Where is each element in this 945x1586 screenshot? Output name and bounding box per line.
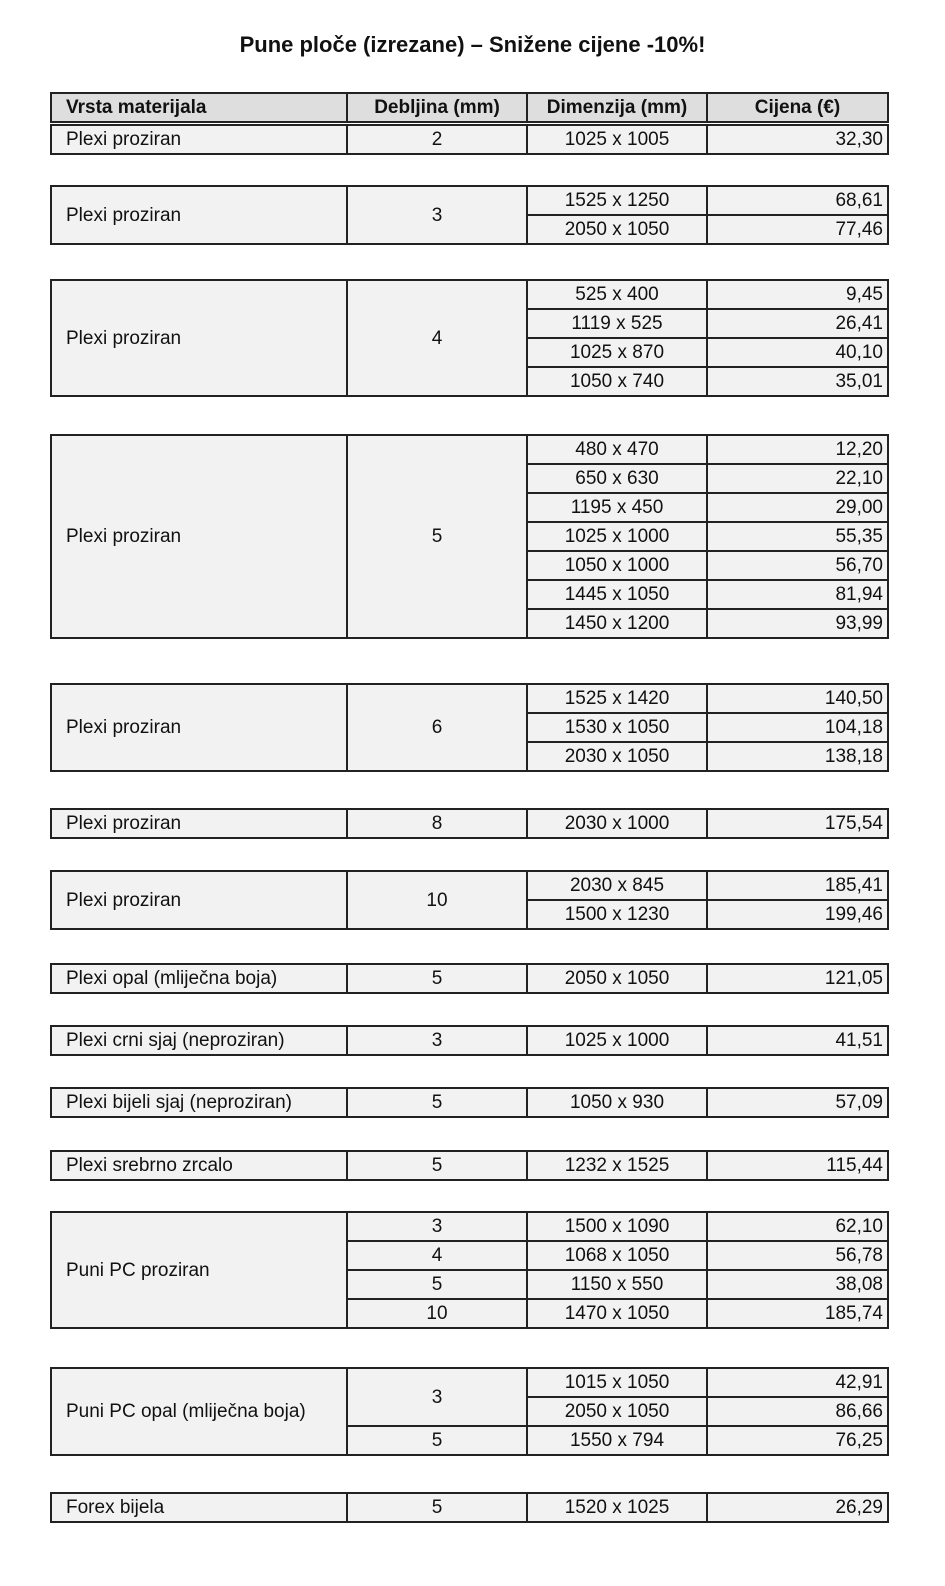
table-row xyxy=(51,964,888,993)
dimension-cell: 1520 x 1025 xyxy=(527,1493,707,1522)
material-cell: Plexi proziran xyxy=(51,684,347,771)
price-cell: 185,41 xyxy=(707,871,888,900)
dimension-cell: 1068 x 1050 xyxy=(527,1241,707,1270)
table-row xyxy=(51,186,888,215)
price-cell: 56,78 xyxy=(707,1241,888,1270)
thickness-cell: 3 xyxy=(347,1026,527,1055)
table-row xyxy=(51,684,888,713)
product-group xyxy=(50,963,889,994)
dimension-cell: 1050 x 740 xyxy=(527,367,707,396)
material-cell: Plexi bijeli sjaj (neproziran) xyxy=(51,1088,347,1117)
price-cell: 138,18 xyxy=(707,742,888,771)
price-cell: 22,10 xyxy=(707,464,888,493)
table-row xyxy=(51,1088,888,1117)
thickness-cell: 5 xyxy=(347,1426,527,1455)
price-cell: 77,46 xyxy=(707,215,888,244)
thickness-cell: 3 xyxy=(347,1212,527,1241)
product-group xyxy=(50,124,889,155)
price-cell: 42,91 xyxy=(707,1368,888,1397)
material-cell: Plexi proziran xyxy=(51,435,347,638)
table-row xyxy=(51,871,888,900)
product-group xyxy=(50,1492,889,1523)
thickness-cell: 5 xyxy=(347,1088,527,1117)
material-cell: Puni PC opal (mliječna boja) xyxy=(51,1368,347,1455)
dimension-cell: 2030 x 1000 xyxy=(527,809,707,838)
thickness-cell: 8 xyxy=(347,809,527,838)
product-group xyxy=(50,870,889,930)
table-row xyxy=(51,1493,888,1522)
dimension-cell: 1525 x 1250 xyxy=(527,186,707,215)
dimension-cell: 1445 x 1050 xyxy=(527,580,707,609)
material-cell: Plexi proziran xyxy=(51,871,347,929)
header-thickness: Debljina (mm) xyxy=(347,93,527,122)
price-cell: 40,10 xyxy=(707,338,888,367)
dimension-cell: 1500 x 1230 xyxy=(527,900,707,929)
table-row xyxy=(51,280,888,309)
thickness-cell: 5 xyxy=(347,964,527,993)
dimension-cell: 650 x 630 xyxy=(527,464,707,493)
price-cell: 38,08 xyxy=(707,1270,888,1299)
dimension-cell: 1195 x 450 xyxy=(527,493,707,522)
material-cell: Puni PC proziran xyxy=(51,1212,347,1328)
dimension-cell: 2030 x 845 xyxy=(527,871,707,900)
thickness-cell: 5 xyxy=(347,435,527,638)
thickness-cell: 2 xyxy=(347,125,527,154)
dimension-cell: 2050 x 1050 xyxy=(527,964,707,993)
thickness-cell: 5 xyxy=(347,1270,527,1299)
price-cell: 76,25 xyxy=(707,1426,888,1455)
thickness-cell: 3 xyxy=(347,1368,527,1426)
dimension-cell: 1050 x 1000 xyxy=(527,551,707,580)
price-cell: 93,99 xyxy=(707,609,888,638)
thickness-cell: 10 xyxy=(347,871,527,929)
price-cell: 55,35 xyxy=(707,522,888,551)
price-cell: 68,61 xyxy=(707,186,888,215)
price-cell: 115,44 xyxy=(707,1151,888,1180)
material-cell: Plexi srebrno zrcalo xyxy=(51,1151,347,1180)
table-row xyxy=(51,1026,888,1055)
dimension-cell: 1525 x 1420 xyxy=(527,684,707,713)
product-group xyxy=(50,1367,889,1456)
dimension-cell: 480 x 470 xyxy=(527,435,707,464)
dimension-cell: 2050 x 1050 xyxy=(527,1397,707,1426)
header-row xyxy=(51,93,888,122)
table-row xyxy=(51,1368,888,1397)
price-cell: 56,70 xyxy=(707,551,888,580)
price-cell: 199,46 xyxy=(707,900,888,929)
dimension-cell: 1470 x 1050 xyxy=(527,1299,707,1328)
product-group xyxy=(50,1150,889,1181)
price-cell: 121,05 xyxy=(707,964,888,993)
header-dimension: Dimenzija (mm) xyxy=(527,93,707,122)
material-cell: Plexi proziran xyxy=(51,186,347,244)
price-cell: 81,94 xyxy=(707,580,888,609)
price-cell: 35,01 xyxy=(707,367,888,396)
price-cell: 185,74 xyxy=(707,1299,888,1328)
product-group xyxy=(50,434,889,639)
dimension-cell: 1025 x 870 xyxy=(527,338,707,367)
dimension-cell: 1550 x 794 xyxy=(527,1426,707,1455)
dimension-cell: 1450 x 1200 xyxy=(527,609,707,638)
material-cell: Plexi proziran xyxy=(51,809,347,838)
price-cell: 86,66 xyxy=(707,1397,888,1426)
product-group xyxy=(50,808,889,839)
product-group xyxy=(50,1087,889,1118)
header-table xyxy=(50,92,889,123)
dimension-cell: 2030 x 1050 xyxy=(527,742,707,771)
material-cell: Forex bijela xyxy=(51,1493,347,1522)
price-cell: 29,00 xyxy=(707,493,888,522)
price-cell: 175,54 xyxy=(707,809,888,838)
thickness-cell: 4 xyxy=(347,1241,527,1270)
price-cell: 12,20 xyxy=(707,435,888,464)
thickness-cell: 5 xyxy=(347,1493,527,1522)
material-cell: Plexi proziran xyxy=(51,125,347,154)
table-row xyxy=(51,1212,888,1241)
table-row xyxy=(51,125,888,154)
thickness-cell: 5 xyxy=(347,1151,527,1180)
thickness-cell: 4 xyxy=(347,280,527,396)
price-cell: 104,18 xyxy=(707,713,888,742)
page-title: Pune ploče (izrezane) – Snižene cijene -10%! xyxy=(239,32,706,57)
product-group xyxy=(50,1211,889,1329)
price-cell: 9,45 xyxy=(707,280,888,309)
table-row xyxy=(51,1151,888,1180)
material-cell: Plexi crni sjaj (neproziran) xyxy=(51,1026,347,1055)
dimension-cell: 1500 x 1090 xyxy=(527,1212,707,1241)
price-cell: 32,30 xyxy=(707,125,888,154)
material-cell: Plexi opal (mliječna boja) xyxy=(51,964,347,993)
product-group xyxy=(50,683,889,772)
dimension-cell: 1025 x 1000 xyxy=(527,1026,707,1055)
material-cell: Plexi proziran xyxy=(51,280,347,396)
dimension-cell: 1015 x 1050 xyxy=(527,1368,707,1397)
thickness-cell: 6 xyxy=(347,684,527,771)
dimension-cell: 2050 x 1050 xyxy=(527,215,707,244)
dimension-cell: 1232 x 1525 xyxy=(527,1151,707,1180)
price-cell: 140,50 xyxy=(707,684,888,713)
dimension-cell: 1530 x 1050 xyxy=(527,713,707,742)
price-cell: 57,09 xyxy=(707,1088,888,1117)
dimension-cell: 1050 x 930 xyxy=(527,1088,707,1117)
product-group xyxy=(50,279,889,397)
dimension-cell: 1119 x 525 xyxy=(527,309,707,338)
table-row xyxy=(51,435,888,464)
price-cell: 62,10 xyxy=(707,1212,888,1241)
price-cell: 26,29 xyxy=(707,1493,888,1522)
product-group xyxy=(50,185,889,245)
product-group xyxy=(50,1025,889,1056)
dimension-cell: 1025 x 1005 xyxy=(527,125,707,154)
price-cell: 26,41 xyxy=(707,309,888,338)
thickness-cell: 3 xyxy=(347,186,527,244)
dimension-cell: 525 x 400 xyxy=(527,280,707,309)
dimension-cell: 1150 x 550 xyxy=(527,1270,707,1299)
thickness-cell: 10 xyxy=(347,1299,527,1328)
table-row xyxy=(51,809,888,838)
header-price: Cijena (€) xyxy=(707,93,888,122)
header-material: Vrsta materijala xyxy=(51,93,347,122)
price-cell: 41,51 xyxy=(707,1026,888,1055)
dimension-cell: 1025 x 1000 xyxy=(527,522,707,551)
